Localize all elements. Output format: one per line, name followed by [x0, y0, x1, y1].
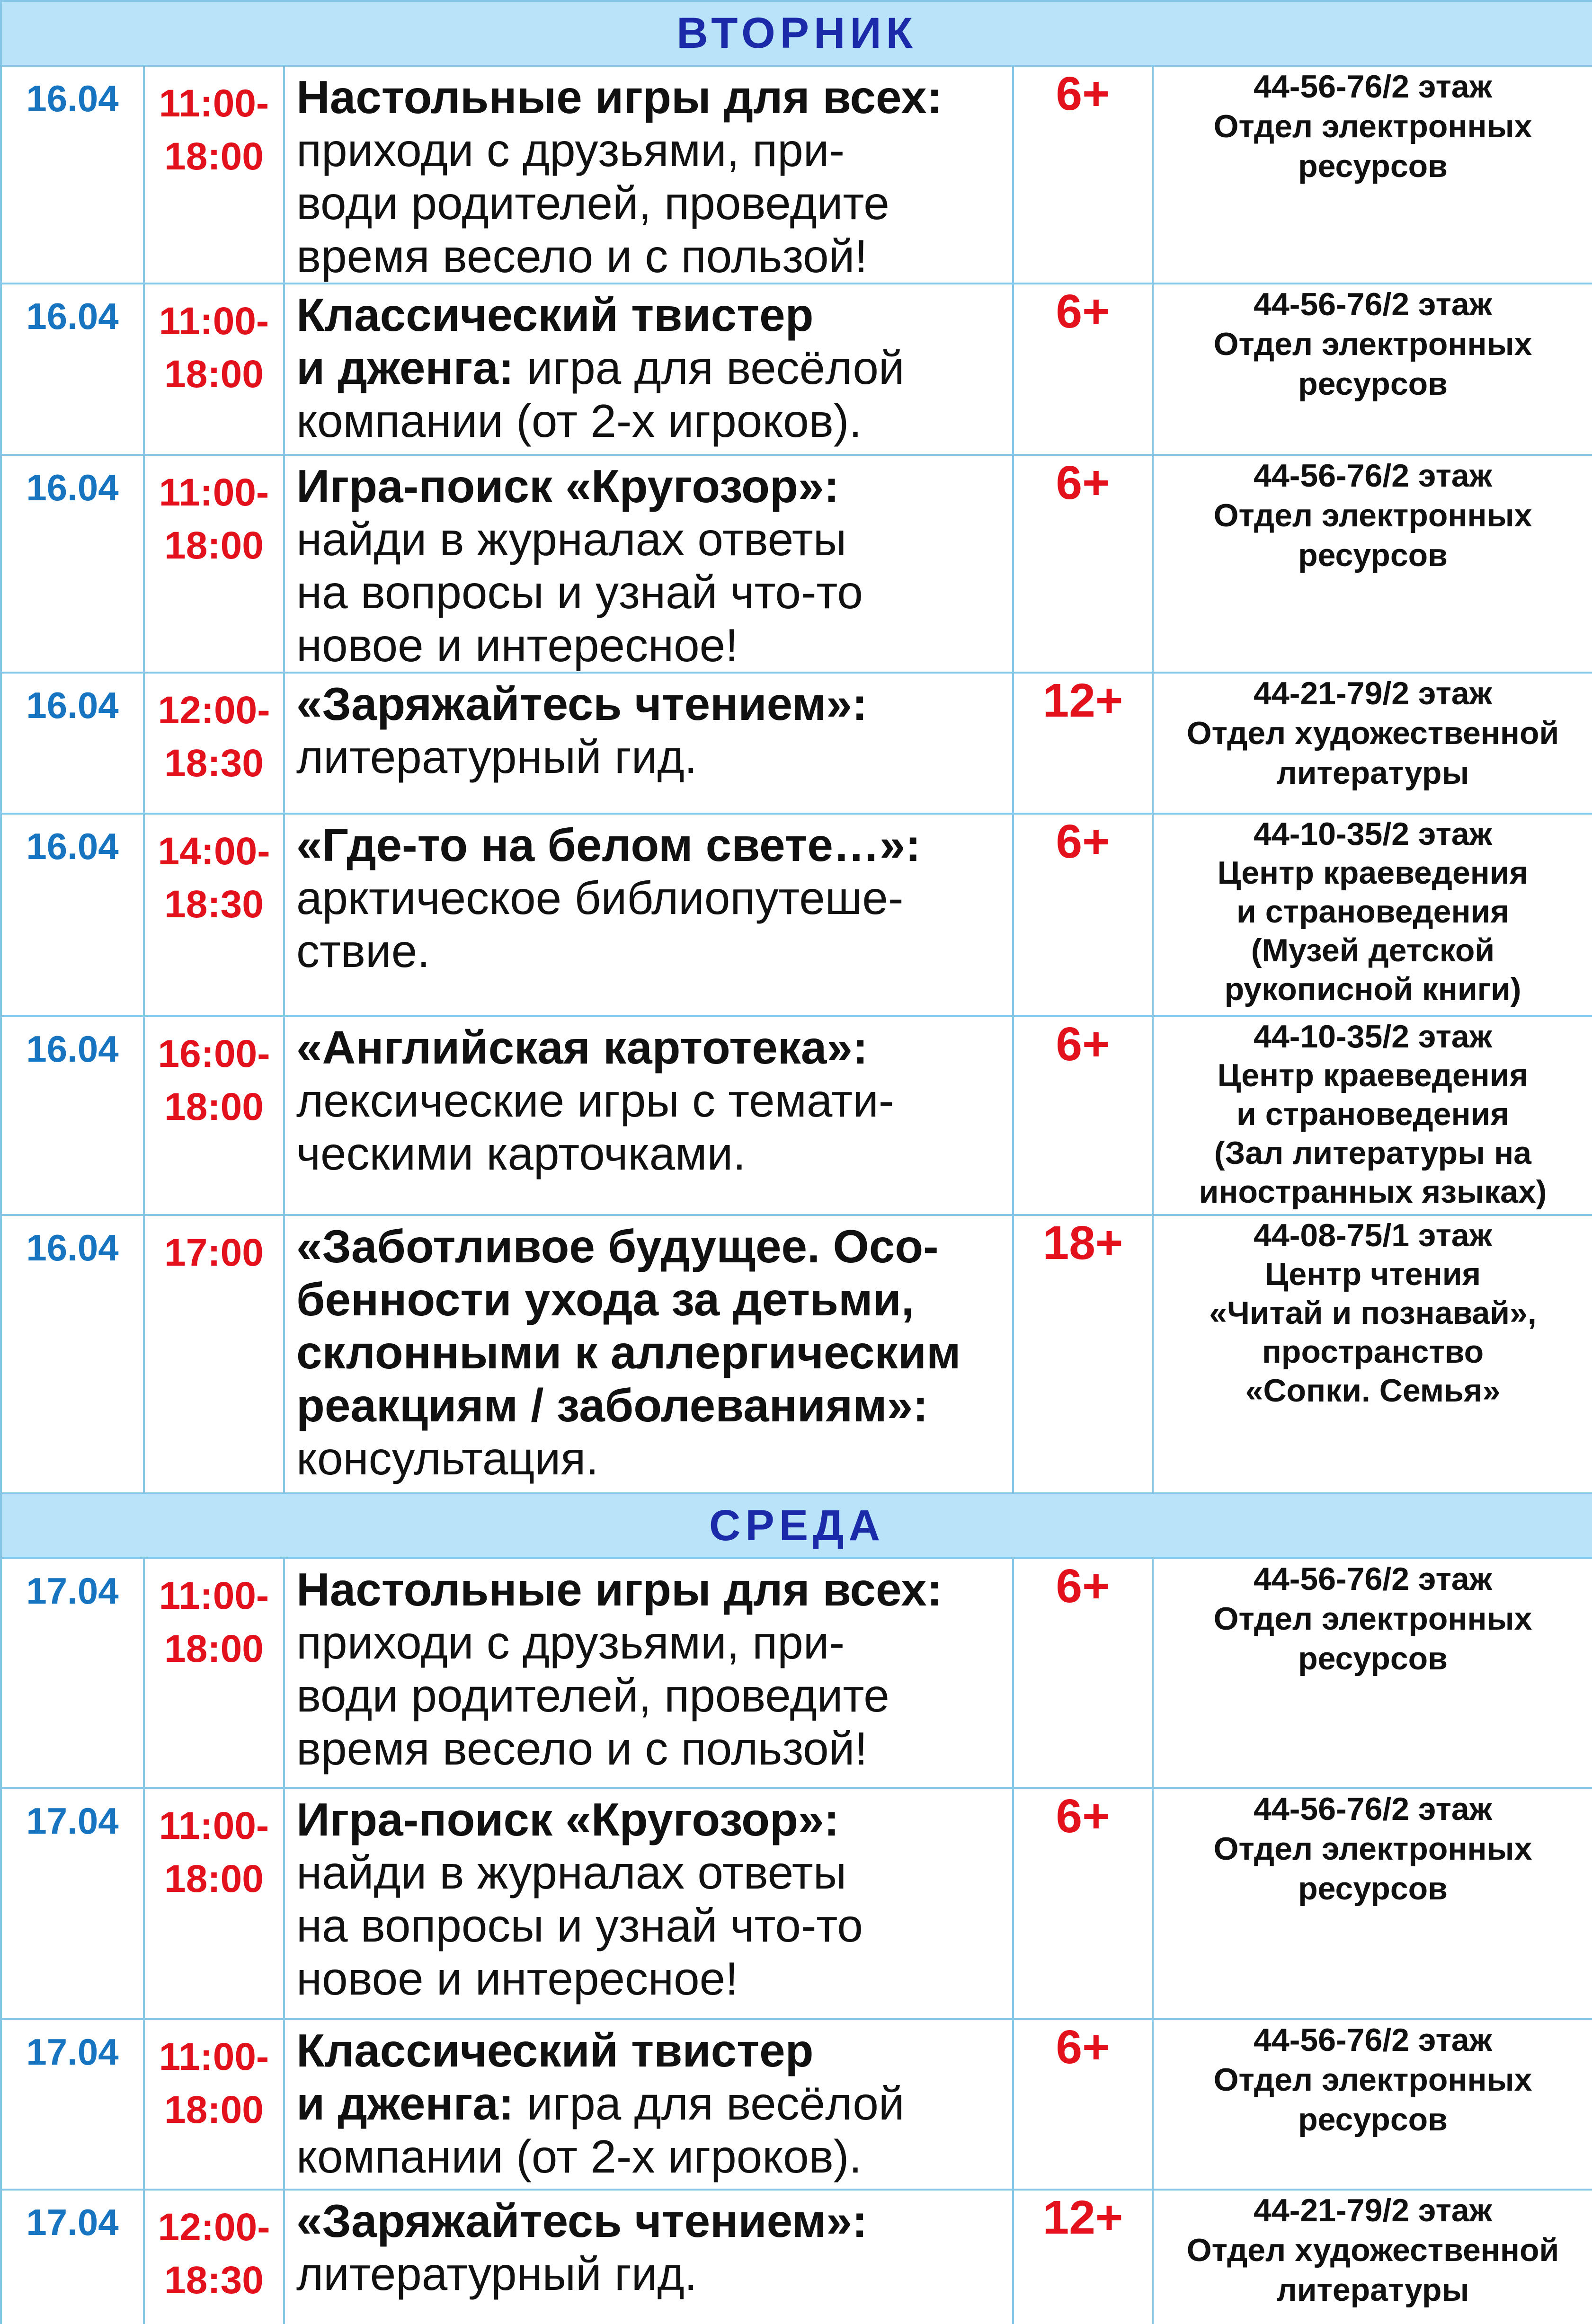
event-time-line: 11:00- — [159, 1804, 269, 1847]
event-description-line: время весело и с пользой! — [296, 230, 868, 282]
event-description-line: новое и интересное! — [296, 1952, 738, 2005]
event-time-line: 17:00 — [164, 1231, 264, 1274]
event-time — [144, 1558, 284, 1788]
event-description-line: на вопросы и узнай что-то — [296, 1899, 863, 1951]
event-location-line: 44-56-76/2 этаж — [1254, 1561, 1492, 1597]
day-header: ВТОРНИК — [1, 1, 1592, 66]
event-date: 17.04 — [1, 2019, 144, 2190]
event-time-line: 18:00 — [164, 2088, 264, 2131]
event-location — [1153, 1016, 1592, 1215]
event-title: Игра-поиск «Кругозор»: — [296, 460, 839, 512]
event-location-line: 44-56-76/2 этаж — [1254, 1791, 1492, 1827]
event-title: «Заряжайтесь чтением»: — [296, 678, 868, 730]
event-title: Классический твистер и дженга: — [296, 2024, 814, 2129]
day-header-row — [1, 1493, 1592, 1558]
event-description-line: консультация. — [296, 1432, 599, 1484]
event-description-line: на вопросы и узнай что-то — [296, 566, 863, 618]
event-row — [1, 814, 1592, 1016]
event-row — [1, 455, 1592, 673]
event-time — [144, 1215, 284, 1493]
event-description-line: ческими карточками. — [296, 1127, 746, 1180]
event-title: «Заботливое будущее. Осо- бенности ухода за детьми, склонными к аллергическим реакциям / заболеваниям»: — [296, 1220, 961, 1431]
event-location — [1153, 1558, 1592, 1788]
event-description — [284, 2190, 1013, 2324]
event-row — [1, 1016, 1592, 1215]
event-description — [284, 1016, 1013, 1215]
event-time-line: 11:00- — [159, 1574, 269, 1617]
event-location — [1153, 2190, 1592, 2324]
event-location-line: 44-10-35/2 этаж — [1254, 1019, 1492, 1055]
age-rating: 18+ — [1013, 1215, 1153, 1493]
event-location-line: 44-08-75/1 этаж — [1254, 1217, 1492, 1253]
event-location — [1153, 814, 1592, 1016]
event-description-line: компании (от 2-х игроков). — [296, 395, 862, 447]
event-title: «Где-то на белом свете…»: — [296, 819, 921, 871]
age-rating: 6+ — [1013, 284, 1153, 455]
event-description-line: приходи с друзьями, при- — [296, 1616, 845, 1668]
event-location — [1153, 284, 1592, 455]
event-description — [284, 66, 1013, 284]
event-location-line: ресурсов — [1298, 537, 1448, 573]
event-date: 17.04 — [1, 2190, 144, 2324]
event-row — [1, 1788, 1592, 2019]
event-description — [284, 284, 1013, 455]
event-location-line: Отдел электронных — [1213, 108, 1532, 144]
event-time-line: 18:30 — [164, 742, 264, 785]
event-description-line: ствие. — [296, 925, 430, 977]
event-location-line: Центр краеведения — [1217, 1057, 1529, 1093]
event-time-line: 18:00 — [164, 353, 264, 396]
event-description-line: время весело и с пользой! — [296, 1722, 868, 1774]
event-title: Настольные игры для всех: — [296, 71, 943, 123]
event-location-line: ресурсов — [1298, 2102, 1448, 2138]
age-rating: 6+ — [1013, 66, 1153, 284]
event-location-line: Центр чтения — [1264, 1256, 1481, 1292]
event-description-line: игра для весёлой — [514, 342, 905, 394]
event-time-line: 11:00- — [159, 471, 269, 514]
event-description — [284, 1558, 1013, 1788]
event-location-line: Отдел художественной — [1186, 2232, 1559, 2268]
event-time — [144, 455, 284, 673]
age-rating: 6+ — [1013, 455, 1153, 673]
event-description-line: игра для весёлой — [514, 2077, 905, 2129]
event-location — [1153, 673, 1592, 814]
event-description-line: найди в журналах ответы — [296, 1846, 847, 1898]
event-time-line: 18:30 — [164, 883, 264, 926]
event-time-line: 18:00 — [164, 524, 264, 567]
event-time-line: 11:00- — [159, 82, 269, 125]
event-time-line: 14:00- — [158, 830, 270, 873]
event-location-line: литературы — [1276, 755, 1469, 791]
event-time — [144, 2190, 284, 2324]
event-time-line: 12:00- — [158, 689, 270, 732]
event-location-line: 44-56-76/2 этаж — [1254, 286, 1492, 322]
event-description-line: арктическое библиопутеше- — [296, 872, 904, 924]
event-location-line: Отдел электронных — [1213, 1601, 1532, 1637]
event-title: «Английская картотека»: — [296, 1021, 868, 1073]
event-description-line: приходи с друзьями, при- — [296, 124, 845, 176]
event-description — [284, 673, 1013, 814]
age-rating: 6+ — [1013, 2019, 1153, 2190]
event-location — [1153, 1215, 1592, 1493]
event-row — [1, 1215, 1592, 1493]
event-time-line: 16:00- — [158, 1032, 270, 1075]
event-location-line: ресурсов — [1298, 366, 1448, 402]
event-location-line: (Зал литературы на — [1214, 1135, 1531, 1171]
event-location-line: Отдел художественной — [1186, 715, 1559, 751]
event-time-line: 18:00 — [164, 1085, 264, 1128]
event-row — [1, 284, 1592, 455]
event-location-line: 44-21-79/2 этаж — [1254, 2192, 1492, 2228]
event-location-line: пространство — [1262, 1334, 1484, 1370]
event-location-line: (Музей детской — [1251, 932, 1495, 968]
schedule-body — [1, 1, 1592, 2324]
event-date: 16.04 — [1, 284, 144, 455]
event-time — [144, 284, 284, 455]
event-date: 16.04 — [1, 1016, 144, 1215]
event-location-line: ресурсов — [1298, 1871, 1448, 1907]
event-location-line: рукописной книги) — [1224, 971, 1521, 1007]
event-location — [1153, 66, 1592, 284]
event-time-line: 18:00 — [164, 1627, 264, 1670]
event-description — [284, 1788, 1013, 2019]
day-header-row — [1, 1, 1592, 66]
age-rating: 6+ — [1013, 814, 1153, 1016]
event-description-line: води родителей, проведите — [296, 1669, 889, 1721]
event-location-line: 44-10-35/2 этаж — [1254, 816, 1492, 852]
event-row — [1, 2190, 1592, 2324]
event-time — [144, 1016, 284, 1215]
event-location-line: 44-56-76/2 этаж — [1254, 69, 1492, 105]
event-location-line: ресурсов — [1298, 148, 1448, 184]
event-date: 16.04 — [1, 1215, 144, 1493]
event-description-line: литературный гид. — [296, 731, 697, 783]
event-row — [1, 1558, 1592, 1788]
event-time — [144, 1788, 284, 2019]
event-location-line: и страноведения — [1236, 1096, 1510, 1132]
event-location-line: Отдел электронных — [1213, 326, 1532, 362]
age-rating: 12+ — [1013, 2190, 1153, 2324]
event-date: 17.04 — [1, 1788, 144, 2019]
event-description-line: литературный гид. — [296, 2248, 697, 2300]
event-description-line: компании (от 2-х игроков). — [296, 2130, 862, 2182]
event-description-line: води родителей, проведите — [296, 177, 889, 229]
event-time-line: 11:00- — [159, 2035, 269, 2078]
event-location — [1153, 455, 1592, 673]
event-location-line: и страноведения — [1236, 894, 1510, 930]
event-date: 16.04 — [1, 814, 144, 1016]
event-location-line: «Сопки. Семья» — [1245, 1373, 1501, 1409]
event-time-line: 18:00 — [164, 1857, 264, 1900]
event-time-line: 12:00- — [158, 2206, 270, 2249]
event-location-line: Отдел электронных — [1213, 1831, 1532, 1867]
event-location — [1153, 2019, 1592, 2190]
event-time-line: 11:00- — [159, 300, 269, 343]
event-location-line: «Читай и познавай», — [1209, 1295, 1537, 1331]
age-rating: 6+ — [1013, 1558, 1153, 1788]
event-time — [144, 66, 284, 284]
event-title: Классический твистер и дженга: — [296, 289, 814, 394]
event-time — [144, 2019, 284, 2190]
age-rating: 12+ — [1013, 673, 1153, 814]
event-date: 17.04 — [1, 1558, 144, 1788]
event-location-line: иностранных языках) — [1199, 1174, 1547, 1210]
event-location-line: ресурсов — [1298, 1641, 1448, 1676]
event-location-line: 44-21-79/2 этаж — [1254, 675, 1492, 711]
event-description-line: лексические игры с темати- — [296, 1074, 894, 1127]
event-location-line: Отдел электронных — [1213, 2062, 1532, 2098]
event-location — [1153, 1788, 1592, 2019]
event-row — [1, 673, 1592, 814]
event-row — [1, 66, 1592, 284]
event-description — [284, 1215, 1013, 1493]
event-title: «Заряжайтесь чтением»: — [296, 2195, 868, 2247]
event-location-line: 44-56-76/2 этаж — [1254, 2022, 1492, 2058]
event-date: 16.04 — [1, 66, 144, 284]
event-time-line: 18:00 — [164, 135, 264, 178]
event-description-line: новое и интересное! — [296, 619, 738, 671]
age-rating: 6+ — [1013, 1788, 1153, 2019]
event-title: Настольные игры для всех: — [296, 1563, 943, 1615]
event-title: Игра-поиск «Кругозор»: — [296, 1793, 839, 1845]
event-time — [144, 814, 284, 1016]
day-header: СРЕДА — [1, 1493, 1592, 1558]
event-location-line: литературы — [1276, 2272, 1469, 2308]
event-time — [144, 673, 284, 814]
event-location-line: Центр краеведения — [1217, 855, 1529, 891]
age-rating: 6+ — [1013, 1016, 1153, 1215]
event-description — [284, 2019, 1013, 2190]
event-description-line: найди в журналах ответы — [296, 513, 847, 565]
event-description — [284, 455, 1013, 673]
event-location-line: 44-56-76/2 этаж — [1254, 458, 1492, 494]
event-description — [284, 814, 1013, 1016]
event-date: 16.04 — [1, 455, 144, 673]
event-time-line: 18:30 — [164, 2259, 264, 2302]
event-row — [1, 2019, 1592, 2190]
event-location-line: Отдел электронных — [1213, 497, 1532, 533]
event-date: 16.04 — [1, 673, 144, 814]
